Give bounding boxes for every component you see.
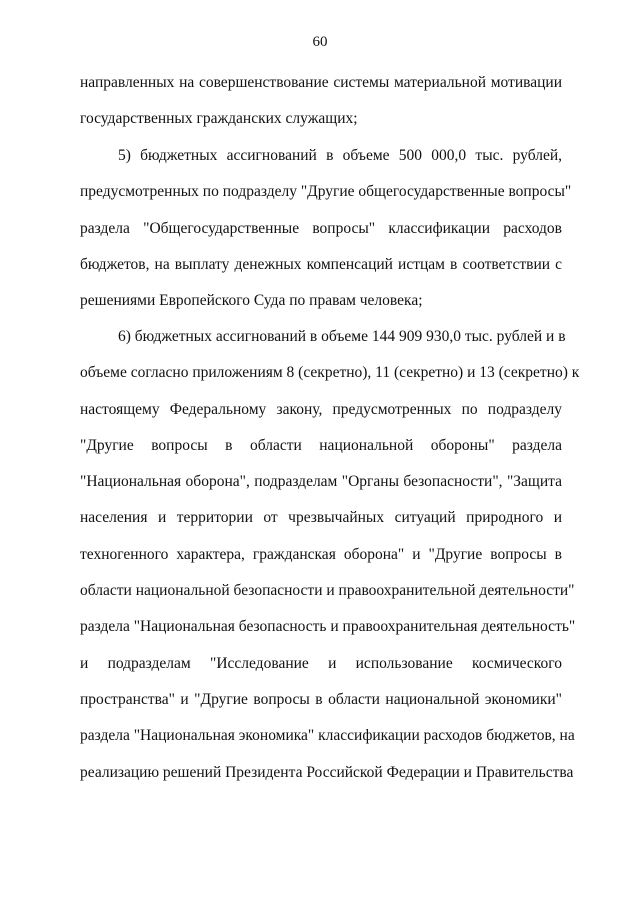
page-number: 60 (312, 34, 328, 50)
text-line: "Национальная оборона", подразделам "Органы безопасности", "Защита (80, 473, 562, 490)
text-line: 5) бюджетных ассигнований в объеме 500 000,0 тыс. рублей, (118, 147, 562, 164)
text-line: бюджетов, на выплату денежных компенсаций истцам в соответствии с (80, 256, 562, 273)
text-line: пространства" и "Другие вопросы в области национальной экономики" (80, 691, 562, 708)
text-line: раздела "Общегосударственные вопросы" классификации расходов (80, 220, 562, 237)
text-line: и подразделам "Исследование и использование космического (80, 655, 562, 672)
text-line: настоящему Федеральному закону, предусмотренных по подразделу (80, 401, 562, 418)
text-line: "Другие вопросы в области национальной обороны" раздела (80, 437, 562, 454)
text-line: предусмотренных по подразделу "Другие общегосударственные вопросы" (80, 183, 572, 200)
text-line: раздела "Национальная безопасность и правоохранительная деятельность" (80, 618, 576, 635)
text-line: направленных на совершенствование системы материальной мотивации (80, 74, 562, 91)
text-line: государственных гражданских служащих; (80, 110, 358, 127)
text-line: населения и территории от чрезвычайных ситуаций природного и (80, 509, 562, 526)
text-line: реализацию решений Президента Российской Федерации и Правительства (80, 764, 574, 781)
text-line: решениями Европейского Суда по правам человека; (80, 292, 423, 309)
text-line: техногенного характера, гражданская оборона" и "Другие вопросы в (80, 546, 562, 563)
text-line: объеме согласно приложениям 8 (секретно), 11 (секретно) и 13 (секретно) к (80, 364, 580, 381)
text-line: раздела "Национальная экономика" классификации расходов бюджетов, на (80, 727, 575, 744)
text-line: области национальной безопасности и правоохранительной деятельности" (80, 582, 575, 599)
text-line: 6) бюджетных ассигнований в объеме 144 909 930,0 тыс. рублей и в (118, 328, 566, 345)
